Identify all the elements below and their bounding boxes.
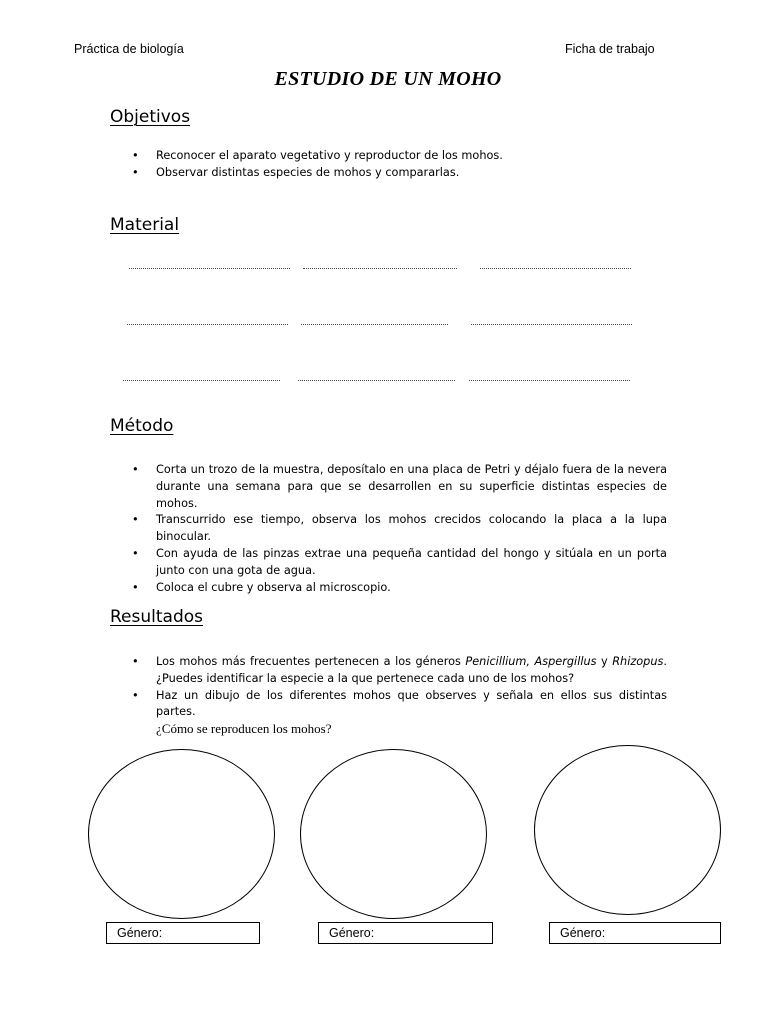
bullet-icon: • — [132, 165, 139, 179]
header-right: Ficha de trabajo — [565, 42, 655, 56]
page-title: ESTUDIO DE UN MOHO — [274, 68, 502, 90]
resultados-list — [130, 654, 667, 739]
genero-field-1[interactable]: Género: — [106, 922, 260, 944]
material-blank-5[interactable] — [301, 324, 448, 325]
list-item: • Coloca el cubre y observa al microscopio. — [130, 580, 667, 597]
resultados-heading: Resultados — [110, 607, 203, 627]
objetivos-heading: Objetivos — [110, 107, 191, 127]
genero-field-2[interactable]: Género: — [318, 922, 493, 944]
list-item: • Haz un dibujo de los diferentes mohos que observes y señala en ellos sus distintas partes. ¿Cómo se reproducen los mohos? — [132, 688, 667, 737]
material-blank-8[interactable] — [298, 380, 455, 381]
bullet-icon: • — [132, 688, 139, 702]
bullet-icon: • — [132, 513, 139, 527]
drawing-circle-2[interactable] — [300, 749, 487, 919]
material-heading: Material — [110, 215, 180, 235]
bullet-icon: • — [132, 580, 139, 594]
material-blank-9[interactable] — [469, 380, 630, 381]
objetivos-list — [130, 148, 667, 182]
list-item: • Reconocer el aparato vegetativo y reproductor de los mohos. — [130, 148, 667, 165]
material-blank-4[interactable] — [127, 324, 288, 325]
question-reproduction: ¿Cómo se reproducen los mohos? — [156, 721, 332, 737]
list-item: • Los mohos más frecuentes pertenecen a los géneros Penicillium, Aspergillus y Rhizopus. ¿Puedes identificar la especie a la que pertenece cada uno de los mohos? — [132, 655, 667, 685]
metodo-list — [130, 462, 667, 596]
list-item: • Corta un trozo de la muestra, deposítalo en una placa de Petri y déjalo fuera de la nevera durante una semana para que se desarrollen en su superficie distintas especies de mohos. — [132, 463, 667, 510]
genero-field-3[interactable]: Género: — [549, 922, 721, 944]
material-blank-3[interactable] — [480, 268, 631, 269]
bullet-icon: • — [132, 655, 139, 668]
header-left: Práctica de biología — [74, 42, 184, 56]
drawing-circle-1[interactable] — [88, 749, 275, 919]
material-blank-2[interactable] — [303, 268, 457, 269]
list-item: • Observar distintas especies de mohos y compararlas. — [130, 165, 667, 182]
drawing-circle-3[interactable] — [534, 745, 721, 915]
material-blank-1[interactable] — [129, 268, 290, 269]
metodo-heading: Método — [110, 416, 174, 436]
bullet-icon: • — [132, 463, 139, 476]
bullet-icon: • — [132, 546, 139, 560]
list-item: • Transcurrido ese tiempo, observa los mohos crecidos colocando la placa a la lupa binocular. — [132, 513, 667, 544]
genus-penicillium: Penicillium, — [465, 655, 530, 668]
bullet-icon: • — [132, 149, 139, 162]
genus-rhizopus: Rhizopus — [612, 655, 664, 668]
material-blank-7[interactable] — [123, 380, 280, 381]
list-item: • Con ayuda de las pinzas extrae una pequeña cantidad del hongo y sitúala en un porta junto con una gota de agua. — [132, 546, 667, 577]
material-blank-6[interactable] — [471, 324, 632, 325]
genus-aspergillus: Aspergillus — [534, 655, 597, 668]
